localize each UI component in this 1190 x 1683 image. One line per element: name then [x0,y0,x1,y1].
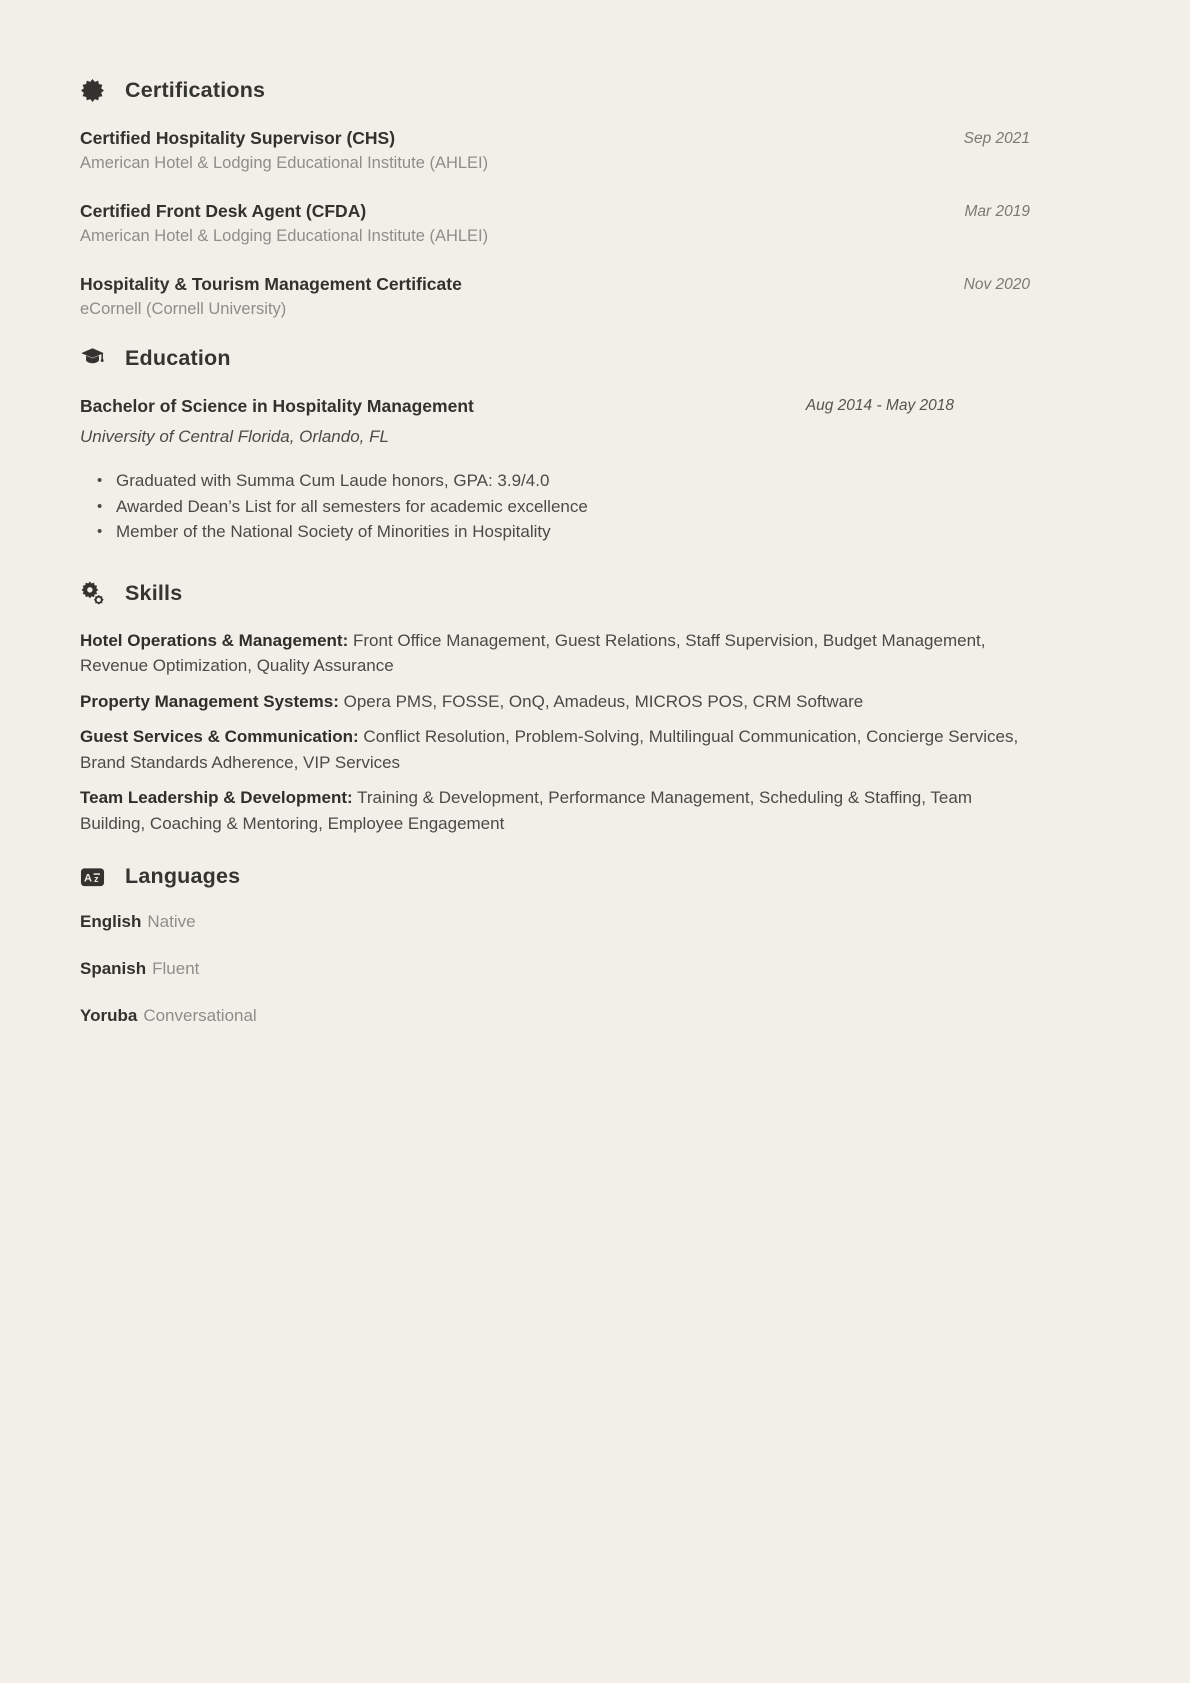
language-item [80,1005,1030,1027]
education-bullet-list [80,468,1030,545]
skill-group [80,628,1030,679]
certifications-list [80,127,1030,320]
school-name: University of Central Florida, Orlando, FL [80,427,389,446]
languages-title: Languages [125,864,241,888]
education-section [80,346,1030,545]
languages-section [80,864,1030,1027]
education-entry-top [80,395,1030,417]
skill-group-value: Front Office Management, Guest Relations, Staff Supervision, Budget Management, Revenue Optimization, Quality Assurance [80,630,986,675]
translate-icon [80,864,105,889]
skill-group [80,724,1030,775]
svg-text:A: A [84,872,93,885]
skill-group [80,785,1030,836]
education-entry [80,395,1030,545]
skills-title: Skills [125,580,183,605]
certification-issuer: American Hotel & Lodging Educational Institute (AHLEI) [80,227,489,245]
certification-info [80,200,488,247]
skill-group-label: Team Leadership & Development: [80,788,353,807]
certification-issuer: American Hotel & Lodging Educational Institute (AHLEI) [80,154,489,172]
certification-item [80,200,1030,247]
certification-date: Sep 2021 [963,130,1030,147]
language-name: Yoruba [80,1006,138,1025]
language-item [80,911,1030,933]
language-item [80,958,1030,980]
skill-group-value: Training & Development, Performance Management, Scheduling & Staffing, Team Building, Coaching & Mentoring, Employee Engagement [80,788,972,833]
skill-group [80,689,1030,715]
education-bullet: • Awarded Dean’s List for all semesters for academic excellence [80,494,1030,520]
certification-date: Mar 2019 [964,203,1030,220]
certifications-section [80,78,1030,320]
certification-title: Certified Front Desk Agent (CFDA) [80,201,367,221]
skills-header [80,581,1030,606]
certification-item [80,273,1030,320]
skill-group-label: Property Management Systems: [80,691,339,711]
languages-list [80,911,1030,1027]
language-name: Spanish [80,959,147,978]
certification-title: Certified Hospitality Supervisor (CHS) [80,128,396,148]
certifications-title: Certifications [125,78,266,102]
skills-list [80,628,1030,837]
certification-info [80,127,488,174]
gears-icon [80,581,105,606]
language-level: Native [147,912,196,931]
degree-title: Bachelor of Science in Hospitality Management [80,396,474,416]
svg-text:z: z [94,873,99,884]
skills-section [80,581,1030,837]
seal-badge-icon [80,78,105,103]
education-header [80,346,1030,371]
education-dates: Aug 2014 - May 2018 [805,397,954,414]
education-bullet: • Graduated with Summa Cum Laude honors, GPA: 3.9/4.0 [80,468,1030,494]
certification-info [80,273,462,320]
language-name: English [80,912,142,931]
language-level: Fluent [152,959,200,978]
certification-date: Nov 2020 [963,276,1030,293]
skill-group-value: Conflict Resolution, Problem-Solving, Multilingual Communication, Concierge Services, Brand Standards Adherence, VIP Services [80,727,1019,772]
skill-group-label: Guest Services & Communication: [80,727,359,746]
skill-group-value: Opera PMS, FOSSE, OnQ, Amadeus, MICROS POS, CRM Software [338,691,864,711]
education-title: Education [125,346,231,370]
certification-item [80,127,1030,174]
languages-header [80,864,1030,889]
certification-issuer: eCornell (Cornell University) [80,300,287,318]
language-level: Conversational [143,1006,257,1025]
graduation-cap-icon [80,346,105,371]
education-bullet: • Member of the National Society of Minorities in Hospitality [80,519,1030,545]
certification-title: Hospitality & Tourism Management Certificate [80,274,462,294]
skill-group-label: Hotel Operations & Management: [80,630,349,650]
certifications-header [80,78,1030,103]
